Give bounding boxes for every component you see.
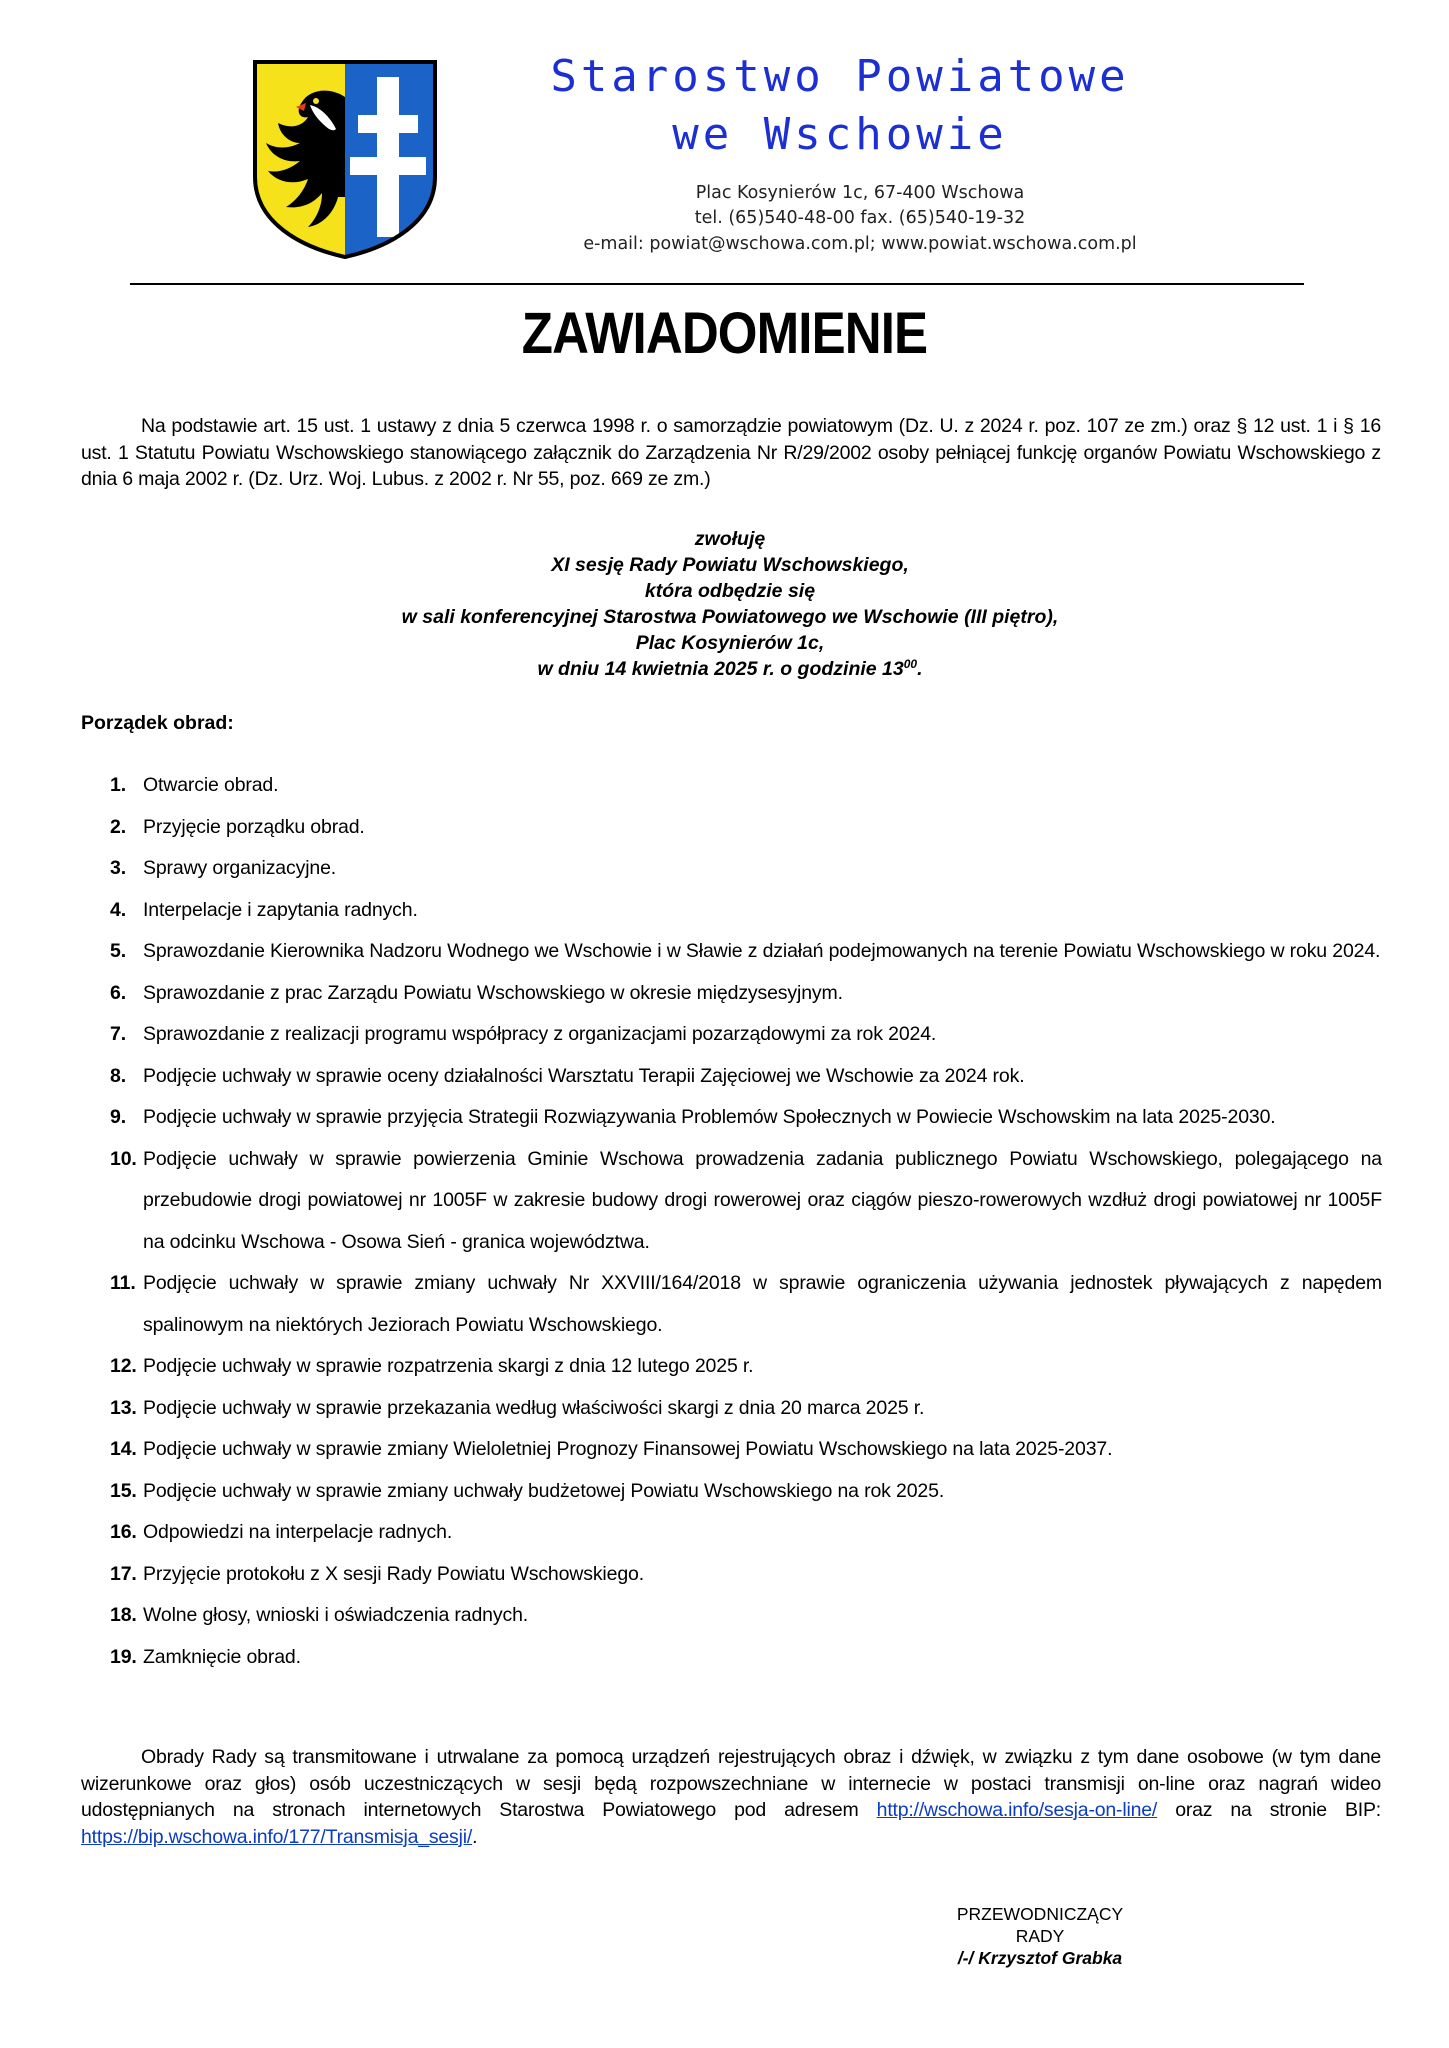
signature-role: RADY <box>1015 1926 1065 1946</box>
agenda-item-number: 15. <box>110 1479 137 1502</box>
agenda-item-number: 19. <box>110 1645 137 1668</box>
agenda-item-number: 5. <box>110 940 126 962</box>
agenda-item-text: Otwarcie obrad. <box>143 774 279 796</box>
agenda-item-number: 3. <box>110 857 126 879</box>
agenda-item-text: Zamknięcie obrad. <box>143 1645 301 1668</box>
agenda-item <box>110 1512 1382 1554</box>
powiat-coat-of-arms-icon <box>250 57 440 262</box>
session-date-text: w dniu 14 kwietnia 2025 r. o godzinie 13 <box>537 658 904 680</box>
agenda-item <box>110 890 1382 932</box>
agenda-item-number: 12. <box>110 1355 137 1377</box>
agenda-item <box>110 1429 1382 1471</box>
bip-recordings-link[interactable]: https://bip.wschowa.info/177/Transmisja_sesji/ <box>81 1825 473 1848</box>
agenda-item-text: Interpelacje i zapytania radnych. <box>143 898 418 921</box>
agenda-item-text: Podjęcie uchwały w sprawie powierzenia Gminie Wschowa prowadzenia zadania publicznego Powiatu Wschowskiego, polegającego na przebudowie drogi powiatowej nr 1005F w zakresie budowy drogi rowerowej oraz ciągów pieszo-rowerowych wzdłuż drogi powiatowej nr 1005F na odcinku Wschowa - Osowa Sień - granica województwa. <box>143 1147 1382 1253</box>
agenda-item <box>110 931 1382 973</box>
agenda-item <box>110 1471 1382 1513</box>
org-name-line2: we Wschowie <box>672 109 1008 160</box>
agenda-item-text: Przyjęcie protokołu z X sesji Rady Powiatu Wschowskiego. <box>143 1562 644 1585</box>
agenda-list <box>110 765 1382 1678</box>
convocation-line: XI sesję Rady Powiatu Wschowskiego, <box>551 554 909 576</box>
agenda-item-number: 6. <box>110 981 126 1004</box>
agenda-item-text: Odpowiedzi na interpelacje radnych. <box>143 1521 453 1543</box>
agenda-item-text: Podjęcie uchwały w sprawie zmiany uchwały budżetowej Powiatu Wschowskiego na rok 2025. <box>143 1479 945 1502</box>
agenda-item-number: 11. <box>110 1272 136 1294</box>
convocation-line: zwołuję <box>694 528 766 550</box>
broadcast-notice-text: Obrady Rady są transmitowane i utrwalane za pomocą urządzeń rejestrujących obraz i dźwięk, w związku z tym dane osobowe (w tym dane wizerunkowe oraz głos) osób uczestniczących w sesji będą rozpowszechniane w internecie w postaci transmisji on-line oraz nagrań wideo udostępnianych na stronach internetowych Starostwa Powiatowego pod adresem <box>81 1746 1381 1821</box>
agenda-item-text: Przyjęcie porządku obrad. <box>143 815 365 838</box>
agenda-item-number: 10. <box>110 1147 137 1170</box>
agenda-item-number: 16. <box>110 1521 137 1543</box>
session-datetime <box>180 656 1280 682</box>
header-divider <box>130 283 1304 285</box>
agenda-item-number: 17. <box>110 1562 137 1585</box>
agenda-item-text: Podjęcie uchwały w sprawie przekazania według właściwości skargi z dnia 20 marca 2025 r. <box>143 1396 925 1419</box>
agenda-item-number: 14. <box>110 1438 137 1460</box>
agenda-item <box>110 1097 1382 1139</box>
agenda-item <box>110 1263 1382 1346</box>
agenda-item <box>110 1346 1382 1388</box>
live-stream-link[interactable]: http://wschowa.info/sesja-on-line/ <box>876 1799 1158 1821</box>
session-date-end: . <box>917 658 923 680</box>
agenda-item <box>110 1637 1382 1679</box>
agenda-item <box>110 1014 1382 1056</box>
signature-name: /-/ Krzysztof Grabka <box>957 1948 1123 1968</box>
session-minutes: 00 <box>903 657 918 671</box>
convocation-line: w sali konferencyjnej Starostwa Powiatowego we Wschowie (III piętro), <box>401 606 1059 628</box>
agenda-item-text: Sprawozdanie z prac Zarządu Powiatu Wschowskiego w okresie międzysesyjnym. <box>143 981 843 1004</box>
agenda-item-text: Sprawozdanie Kierownika Nadzoru Wodnego we Wschowie i w Sławie z działań podejmowanych na terenie Powiatu Wschowskiego w roku 2024. <box>143 940 1381 962</box>
convocation-line: Plac Kosynierów 1c, <box>635 632 825 654</box>
agenda-item-number: 2. <box>110 815 126 838</box>
agenda-item-number: 7. <box>110 1023 126 1045</box>
agenda-item-number: 8. <box>110 1064 126 1087</box>
agenda-item-text: Podjęcie uchwały w sprawie zmiany Wieloletniej Prognozy Finansowej Powiatu Wschowskiego na lata 2025-2037. <box>143 1438 1113 1460</box>
agenda-item-text: Wolne głosy, wnioski i oświadczenia radnych. <box>143 1604 529 1626</box>
document-title: ZAWIADOMIENIE <box>521 301 928 366</box>
agenda-item <box>110 1139 1382 1264</box>
bip-label: oraz na stronie BIP: <box>1175 1799 1381 1821</box>
broadcast-notice-paragraph <box>81 1744 1381 1850</box>
agenda-item <box>110 807 1382 849</box>
agenda-item-number: 13. <box>110 1396 137 1419</box>
agenda-item-text: Sprawy organizacyjne. <box>143 857 337 879</box>
org-address: Plac Kosynierów 1c, 67-400 Wschowa <box>695 183 1025 203</box>
agenda-item-number: 18. <box>110 1604 137 1626</box>
convocation-line: która odbędzie się <box>644 580 816 602</box>
agenda-item <box>110 1056 1382 1098</box>
agenda-item <box>110 1595 1382 1637</box>
agenda-item-number: 4. <box>110 898 126 921</box>
agenda-item <box>110 765 1382 807</box>
agenda-item <box>110 848 1382 890</box>
legal-basis-paragraph: Na podstawie art. 15 ust. 1 ustawy z dnia 5 czerwca 1998 r. o samorządzie powiatowym (Dz. U. z 2024 r. poz. 107 ze zm.) oraz § 12 ust. 1 i § 16 ust. 1 Statutu Powiatu Wschowskiego stanowiącego załącznik do Zarządzenia Nr R/29/2002 osoby pełniącej funkcję organów Powiatu Wschowskiego z dnia 6 maja 2002 r. (Dz. Urz. Woj. Lubus. z 2002 r. Nr 55, poz. 669 ze zm.) <box>81 415 1381 490</box>
org-name-line1: Starostwo Powiatowe <box>550 51 1130 102</box>
agenda-item-text: Podjęcie uchwały w sprawie oceny działalności Warsztatu Terapii Zajęciowej we Wschowie za 2024 rok. <box>143 1064 1025 1087</box>
agenda-item-text: Podjęcie uchwały w sprawie zmiany uchwały Nr XXVIII/164/2018 w sprawie ograniczenia używania jednostek pływających z napędem spalinowym na niektórych Jeziorach Powiatu Wschowskiego. <box>143 1272 1382 1336</box>
agenda-item-text: Podjęcie uchwały w sprawie rozpatrzenia skargi z dnia 12 lutego 2025 r. <box>143 1355 754 1377</box>
agenda-item-number: 1. <box>110 774 126 796</box>
agenda-item <box>110 1388 1382 1430</box>
signature-block <box>940 1903 1140 1969</box>
convocation-block <box>180 526 1280 682</box>
agenda-item-text: Podjęcie uchwały w sprawie przyjęcia Strategii Rozwiązywania Problemów Społecznych w Powiecie Wschowskim na lata 2025-2030. <box>143 1106 1276 1128</box>
agenda-item <box>110 1554 1382 1596</box>
agenda-item <box>110 973 1382 1015</box>
agenda-item-text: Sprawozdanie z realizacji programu współpracy z organizacjami pozarządowymi za rok 2024. <box>143 1023 937 1045</box>
org-phone: tel. (65)540-48-00 fax. (65)540-19-32 <box>694 208 1026 228</box>
agenda-item-number: 9. <box>110 1106 126 1128</box>
agenda-heading: Porządek obrad: <box>81 712 234 734</box>
org-web: e-mail: powiat@wschowa.com.pl; www.powiat.wschowa.com.pl <box>583 234 1137 254</box>
signature-role: PRZEWODNICZĄCY <box>956 1904 1124 1924</box>
broadcast-notice-end: . <box>472 1825 478 1848</box>
